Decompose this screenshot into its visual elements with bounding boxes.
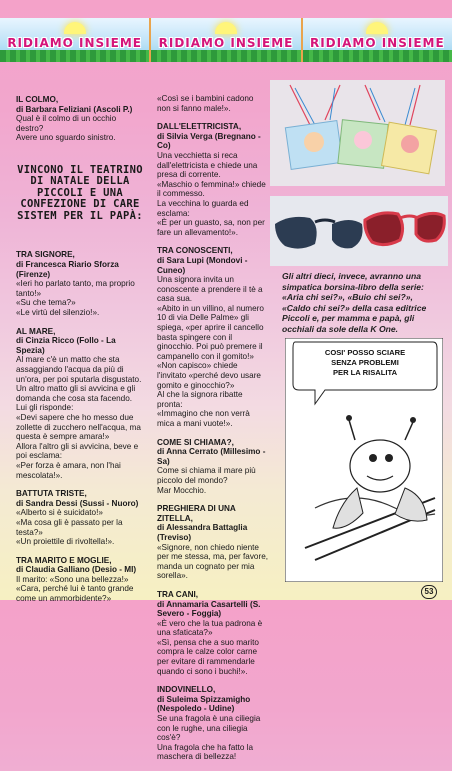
joke-tra-signore	[16, 250, 144, 317]
joke-line: «Ieri ho parlato tanto, ma proprio tanto!»	[16, 279, 135, 298]
joke-tra-marito-e-moglie	[16, 556, 144, 604]
header-title-3: RIDIAMO INSIEME	[309, 36, 445, 50]
joke-il-colmo	[16, 95, 144, 143]
joke-title: TRA CANI,	[157, 589, 199, 599]
header-title-1: RIDIAMO INSIEME	[7, 36, 143, 50]
joke-line: «Ma cosa gli è passato per la testa?»	[16, 517, 123, 537]
joke-line: Al mare c'è un matto che sta assaggiando l'acqua da più di un'ora, per poi sputarla disgustato. Un altro matto gli si avvicina e gli domanda che cosa sta facendo. Lui gli risponde:	[16, 355, 142, 413]
sun-icon	[64, 22, 86, 34]
joke-line: «Devi sapere che ho messo due zollette di zucchero nell'acqua, ma questa è sempre amara!»	[16, 412, 141, 442]
joke-title: IL COLMO,	[16, 95, 59, 104]
joke-author: di Anna Cerrato (Millesimo - Sa)	[157, 447, 266, 466]
joke-tra-conoscenti	[157, 246, 269, 428]
joke-line: «Per forza è amara, non l'hai mescolata!».	[16, 460, 121, 480]
joke-line: Se una fragola è una ciliegia con le rughe, una ciliegia cos'è?	[157, 714, 261, 743]
speech-bubble	[297, 348, 433, 378]
joke-author: di Alessandra Battaglia (Treviso)	[157, 523, 248, 542]
joke-line: Al che la signora ribatte pronta:	[157, 390, 243, 409]
joke-line: La vecchina lo guarda ed esclama:	[157, 198, 249, 218]
joke-line: «Maschio o femmina!» chiede il commesso.	[157, 179, 266, 199]
joke-tra-cani	[157, 590, 269, 676]
joke-line: Avere uno sguardo sinistro.	[16, 133, 116, 143]
joke-title: TRA CONOSCENTI,	[157, 246, 233, 256]
skier-cartoon	[285, 338, 443, 582]
joke-line: Il marito: «Sono una bellezza!»	[16, 574, 129, 584]
joke-author: di Sara Lupi (Mondovi - Cuneo)	[157, 255, 248, 275]
joke-title: DALL'ELETTRICISTA,	[157, 122, 242, 132]
joke-author: di Annamaria Casartelli (S. Severo - Foggia)	[157, 599, 261, 619]
joke-line: «È per un guasto, sa, non per fare un allevamento!».	[157, 218, 265, 237]
book-bags-photo	[270, 80, 445, 186]
joke-line: «Cara, perché lui è tanto grande come un ammorbidente?»	[16, 584, 134, 604]
joke-line: «Un proiettile di rivoltella!».	[16, 537, 115, 547]
header-title-2: RIDIAMO INSIEME	[158, 36, 294, 50]
joke-indovinello	[157, 685, 269, 762]
sunglasses-photo	[270, 196, 448, 266]
joke-line: Come si chiama il mare più piccolo del mondo?	[157, 466, 256, 485]
header-panel-2	[151, 18, 302, 62]
bubble-line: COSI' POSSO SCIARE	[324, 348, 406, 357]
grass-strip	[303, 50, 452, 62]
prize-caption: Gli altri dieci, invece, avranno una simpatica borsina-libro della serie: «Aria chi sei?», «Buio chi sei?», «Caldo chi sei?» della casa editrice Piccoli e, per mamma e papà, gli occhiali da sole della K One.	[282, 271, 427, 334]
joke-line: Una signora invita un conoscente a prendere il tè a casa sua.	[157, 275, 263, 304]
joke-line: Allora l'altro gli si avvicina, beve e poi esclama:	[16, 441, 139, 461]
joke-line: «Su che tema?»	[16, 298, 76, 308]
joke-author: di Cinzia Ricco (Follo - La Spezia)	[16, 336, 116, 355]
bubble-line: PER LA RISALITA	[332, 368, 398, 377]
grass-strip	[151, 50, 300, 62]
joke-line: «È vero che la tua padrona è una sfaticata?»	[157, 618, 263, 638]
joke-line: «Alberto si è suicidato!»	[16, 508, 103, 518]
joke-title: INDOVINELLO,	[157, 685, 216, 695]
joke-title: PREGHIERA DI UNA ZITELLA,	[157, 504, 236, 523]
joke-line: Qual è il colmo di un occhio destro?	[16, 114, 117, 133]
column-2	[157, 94, 269, 771]
joke-line: «Così se i bambini cadono non si fanno male!».	[157, 94, 254, 113]
contest-announcement: VINCONO IL TEATRINO DI NATALE DELLA PICCOLI E UNA CONFEZIONE DI CARE SISTEM PER IL PAPÀ:	[17, 163, 143, 222]
joke-al-mare	[16, 327, 144, 481]
joke-title: TRA MARITO E MOGLIE,	[16, 555, 112, 565]
joke-author: di Sandra Dessi (Sussi - Nuoro)	[16, 498, 139, 508]
sun-icon	[215, 22, 237, 34]
header-panel-3	[303, 18, 452, 62]
joke-line: Una vecchietta si reca dall'elettricista e chiede una presa di corrente.	[157, 150, 258, 180]
joke-author: di Silvia Verga (Bregnano - Co)	[157, 131, 261, 151]
joke-line: «Non capisco» chiede l'invitato «perché devo usare gomito e ginocchio?»	[157, 361, 261, 390]
joke-author: di Francesca Riario Sforza (Firenze)	[16, 260, 119, 279]
joke-line: «Le virtù del silenzio!».	[16, 308, 100, 318]
joke-title: COME SI CHIAMA?,	[157, 437, 234, 447]
joke-line: «Immagino che non verrà mica a mani vuote!».	[157, 409, 250, 428]
joke-author: di Claudia Galliano (Desio - MI)	[16, 565, 137, 575]
joke-continuation	[157, 94, 269, 113]
joke-line: «Signore, non chiedo niente per me stessa, ma, per favore, manda un cognato per mia sorella».	[157, 542, 269, 581]
joke-line: Mar Mocchio.	[157, 485, 207, 495]
page-number: 53	[421, 585, 437, 599]
header-banner	[0, 18, 452, 62]
sun-icon	[366, 22, 388, 34]
bubble-line: SENZA PROBLEMI	[331, 358, 399, 367]
joke-dall-elettricista	[157, 122, 269, 237]
joke-come-si-chiama	[157, 438, 269, 496]
joke-title: BATTUTA TRISTE,	[16, 489, 87, 499]
joke-line: «Sì, pensa che a suo marito compra le calze color carne per evitare di rammendarle quando ci sono i buchi!».	[157, 637, 259, 676]
joke-battuta-triste	[16, 489, 144, 547]
column-1	[16, 95, 144, 613]
joke-line: «Abito in un villino, al numero 10 di via Delle Palme» gli spiega, «per aprire il cancello basta spingere con il ginocchio. Poi può premere il campanello con il gomito!»	[157, 303, 264, 361]
joke-preghiera-di-una-zitella	[157, 504, 269, 581]
joke-title: TRA SIGNORE,	[16, 250, 75, 260]
joke-title: AL MARE,	[16, 326, 56, 336]
header-panel-1	[0, 18, 151, 62]
joke-author: di Suleima Spizzamigho (Nespoledo - Udine)	[157, 694, 251, 714]
grass-strip	[0, 50, 149, 62]
joke-author: di Barbara Feliziani (Ascoli P.)	[16, 104, 133, 114]
joke-line: Una fragola che ha fatto la maschera di bellezza!	[157, 742, 254, 762]
